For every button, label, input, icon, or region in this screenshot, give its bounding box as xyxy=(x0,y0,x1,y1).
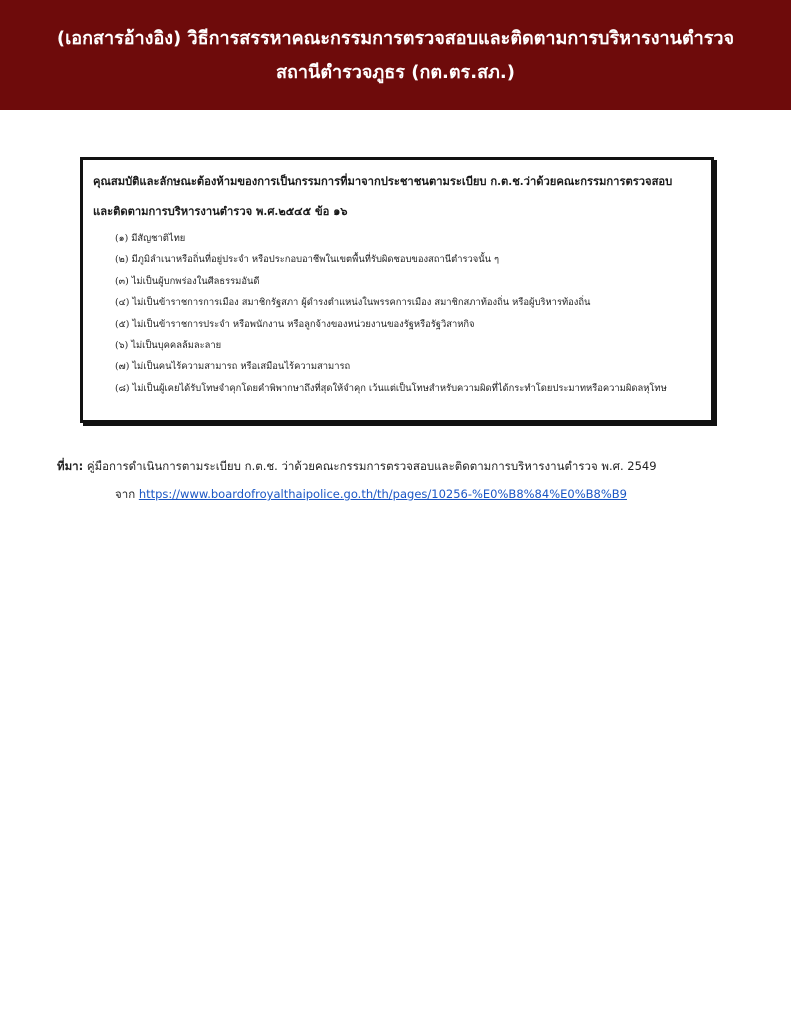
list-item: (๗) ไม่เป็นคนไร้ความสามารถ หรือเสมือนไร้ความสามารถ xyxy=(115,361,351,373)
list-item: (๘) ไม่เป็นผู้เคยได้รับโทษจำคุกโดยคำพิพากษาถึงที่สุดให้จำคุก เว้นแต่เป็นโทษสำหรับความผิดที่ได้กระทำโดยประมาทหรือความผิดลหุโทษ xyxy=(115,382,667,394)
list-item: (๓) ไม่เป็นผู้บกพร่องในศีลธรรมอันดี xyxy=(115,275,260,287)
source-text: คู่มือการดำเนินการตามระเบียบ ก.ต.ช. ว่าด้วยคณะกรรมการตรวจสอบและติดตามการบริหารงานตำรวจ พ.ศ. 2549 xyxy=(83,459,657,473)
source-line xyxy=(57,452,757,480)
list-item: (๑) มีสัญชาติไทย xyxy=(115,233,186,244)
list-item: (๒) มีภูมิลำเนาหรือถิ่นที่อยู่ประจำ หรือประกอบอาชีพในเขตพื้นที่รับผิดชอบของสถานีตำรวจนั้น ๆ xyxy=(115,254,500,266)
document-heading-line-2: และติดตามการบริหารงานตำรวจ พ.ศ.๒๕๔๕ ข้อ ๑๖ xyxy=(93,204,348,218)
list-item: (๖) ไม่เป็นบุคคลล้มละลาย xyxy=(115,340,222,352)
source-citation xyxy=(57,452,757,508)
list-item: (๕) ไม่เป็นข้าราชการประจำ หรือพนักงาน หรือลูกจ้างของหน่วยงานของรัฐหรือรัฐวิสาหกิจ xyxy=(115,318,475,330)
source-from-label: จาก xyxy=(115,487,139,501)
source-link[interactable]: https://www.boardofroyalthaipolice.go.th/th/pages/10256-%E0%B8%84%E0%B8%B9 xyxy=(138,487,627,501)
qualification-list xyxy=(93,228,701,399)
scanned-document-frame xyxy=(80,157,714,423)
header-title-line-2: สถานีตำรวจภูธร (กต.ตร.สภ.) xyxy=(276,62,515,83)
header-banner xyxy=(0,0,791,110)
header-title-line-1: (เอกสารอ้างอิง) วิธีการสรรหาคณะกรรมการตรวจสอบและติดตามการบริหารงานตำรวจ xyxy=(56,28,735,49)
document-heading-line-1: คุณสมบัติและลักษณะต้องห้ามของการเป็นกรรมการที่มาจากประชาชนตามระเบียบ ก.ต.ช.ว่าด้วยคณะกรรมการตรวจสอบ xyxy=(93,174,673,188)
list-item: (๔) ไม่เป็นข้าราชการการเมือง สมาชิกรัฐสภา ผู้ดำรงตำแหน่งในพรรคการเมือง สมาชิกสภาท้องถิ่น หรือผู้บริหารท้องถิ่น xyxy=(115,297,591,309)
source-label: ที่มา: xyxy=(57,459,84,473)
source-link-line xyxy=(57,480,757,508)
